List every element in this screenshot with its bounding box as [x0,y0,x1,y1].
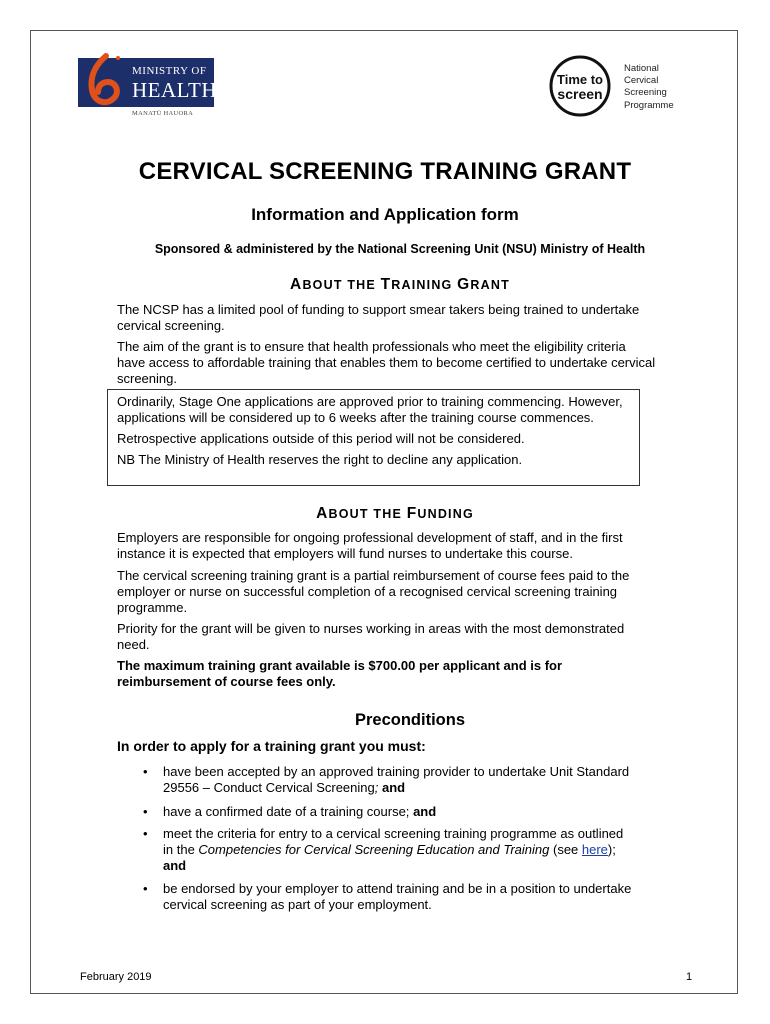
precondition-text: have been accepted by an approved training provider to undertake Unit Standard 29556 – Conduct Cervical Screening [163,764,630,795]
sponsor-line: Sponsored & administered by the National Screening Unit (NSU) Ministry of Health [154,242,646,256]
page-number: 1 [686,971,693,983]
precondition-item-3 [163,826,633,874]
heading-initial: T [380,276,392,293]
tts-line: Programme [624,99,674,111]
heading-rest: BOUT THE [302,278,381,292]
about-training-grant-heading [0,276,770,294]
funding-paragraph-2: The cervical screening training grant is a partial reimbursement of course fees paid to the employer or nurse on successful completion of a recognised cervical screening training programme. [117,568,630,615]
tts-line: Cervical [624,75,659,87]
competencies-here-link[interactable]: here [581,842,608,857]
bullet-icon: • [143,804,148,819]
page-subtitle: Information and Application form [251,205,519,224]
tts-programme-name [624,63,674,112]
bullet-icon: • [143,764,148,779]
preconditions-title: Preconditions [354,711,465,729]
heading-initial: F [406,505,418,522]
grant-paragraph-2: The aim of the grant is to ensure that health professionals who meet the eligibility criteria have access to affordable training that enables them to become certified to undertake cervical screening. [117,339,656,386]
bullet-icon: • [143,881,148,896]
precondition-text: (see [549,842,582,857]
funding-paragraph-1: Employers are responsible for ongoing professional development of staff, and in the first instance it is expected that employers will fund nurses to undertake this course. [117,530,623,561]
eligibility-notice-box [107,389,640,486]
grant-paragraph-1: The NCSP has a limited pool of funding to support smear takers being trained to undertake cervical screening. [117,302,640,333]
page-title: CERVICAL SCREENING TRAINING GRANT [138,158,632,185]
precondition-text: ); [607,842,616,857]
notice-paragraph: Ordinarily, Stage One applications are approved prior to training commencing. However, applications will be considered up to 6 weeks after the training course commences. [117,394,623,425]
ministry-of-health-logo [78,52,218,122]
about-funding-heading [0,505,770,523]
bullet-icon: • [143,826,148,841]
notice-paragraph: NB The Ministry of Health reserves the right to decline any application. [117,452,523,467]
funding-paragraph-3: Priority for the grant will be given to nurses working in areas with the most demonstrated need. [117,621,625,652]
precondition-and: and [413,804,437,819]
funding-maximum-grant: The maximum training grant available is $700.00 per applicant and is for reimbursement of course fees only. [117,658,563,689]
tts-line: Screening [624,87,667,99]
tts-badge-line1: Time to [557,72,603,87]
tts-badge-line2: screen [557,86,603,102]
moh-swirl-icon [84,52,124,112]
notice-paragraph: Retrospective applications outside of this period will not be considered. [117,431,525,446]
heading-rest: BOUT THE [328,507,407,521]
precondition-text: have a confirmed date of a training course; [163,804,410,819]
competencies-document-title: Competencies for Cervical Screening Education and Training [198,842,550,857]
time-to-screen-badge-icon [548,54,612,118]
precondition-item-1 [163,764,633,796]
moh-logo-line1: MINISTRY OF [132,65,207,77]
tts-line: National [624,63,659,74]
preconditions-intro: In order to apply for a training grant you must: [117,738,426,754]
precondition-and: and [382,780,406,795]
footer-date: February 2019 [80,971,152,983]
moh-logo-subtitle: MANATŪ HAUORA [132,110,194,117]
precondition-and: and [163,858,187,873]
heading-rest: UNDING [417,507,474,521]
heading-initial: A [316,505,329,522]
precondition-separator: ; [374,780,379,795]
precondition-item-4: be endorsed by your employer to attend training and be in a position to undertake cervical screening as part of your employment. [163,881,632,912]
precondition-item-2 [163,804,633,820]
heading-rest: RAINING [391,278,458,292]
time-to-screen-logo [548,54,698,114]
heading-rest: RANT [470,278,510,292]
heading-initial: A [290,276,303,293]
moh-logo-line2: HEALTH [132,78,218,102]
heading-initial: G [457,276,471,293]
precondition-text: meet the criteria for entry to a cervical screening training programme as outlined in the [163,826,624,857]
